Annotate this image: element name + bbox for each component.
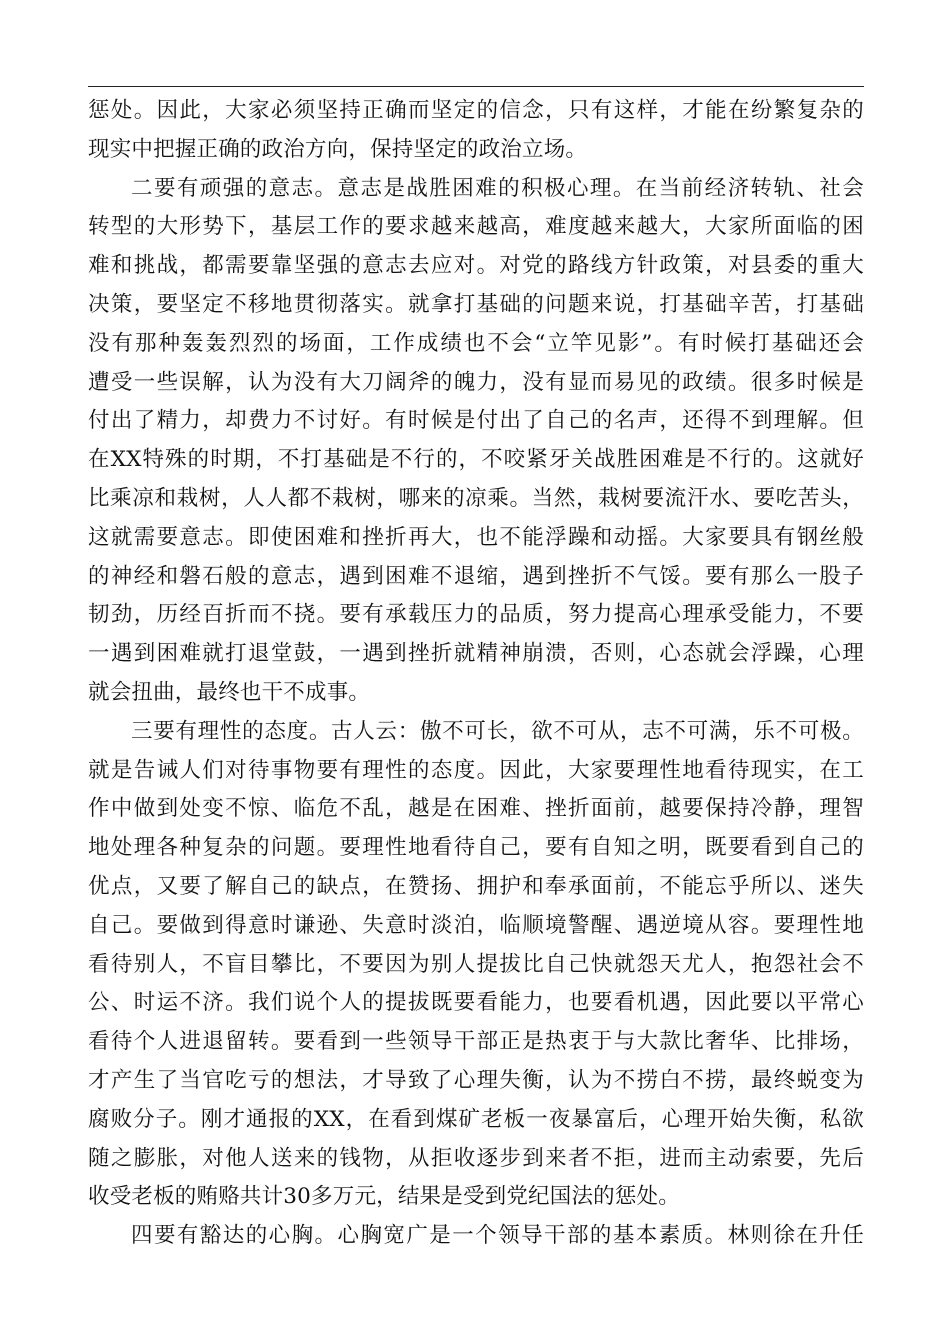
text-line: 看待别人，不盲目攀比，不要因为别人提拔比自己快就怨天尤人，抱怨社会不 bbox=[88, 951, 864, 977]
body-text bbox=[88, 92, 864, 1256]
paragraph-first-line: 四要有豁达的心胸。心胸宽广是一个领导干部的基本素质。林则徐在升任 bbox=[131, 1223, 864, 1249]
header-rule bbox=[88, 86, 864, 87]
text-line: 惩处。因此，大家必须坚持正确而坚定的信念，只有这样，才能在纷繁复杂的 bbox=[88, 98, 864, 123]
text-line: 就会扭曲，最终也干不成事。 bbox=[88, 679, 371, 705]
text-line: 转型的大形势下，基层工作的要求越来越高，难度越来越大，大家所面临的困 bbox=[88, 214, 864, 240]
text-line: 地处理各种复杂的问题。要理性地看待自己，要有自知之明，既要看到自己的 bbox=[88, 835, 864, 861]
text-line: 一遇到困难就打退堂鼓，一遇到挫折就精神崩溃，否则，心态就会浮躁，心理 bbox=[88, 641, 864, 667]
text-line: 看待个人进退留转。要看到一些领导干部正是热衷于与大款比奢华、比排场， bbox=[88, 1029, 864, 1055]
text-line: 就是告诫人们对待事物要有理性的态度。因此，大家要理性地看待现实，在工 bbox=[88, 757, 864, 783]
text-line: 才产生了当官吃亏的想法，才导致了心理失衡，认为不捞白不捞，最终蜕变为 bbox=[88, 1067, 864, 1093]
text-line: 这就需要意志。即使困难和挫折再大，也不能浮躁和动摇。大家要具有钢丝般 bbox=[88, 524, 864, 550]
text-line: 随之膨胀，对他人送来的钱物，从拒收逐步到来者不拒，进而主动索要，先后 bbox=[88, 1145, 864, 1171]
text-line: 优点，又要了解自己的缺点，在赞扬、拥护和奉承面前，不能忘乎所以、迷失 bbox=[88, 873, 864, 899]
text-line: 韧劲，历经百折而不挠。要有承载压力的品质，努力提高心理承受能力，不要 bbox=[88, 602, 864, 628]
text-line: 付出了精力，却费力不讨好。有时候是付出了自己的名声，还得不到理解。但 bbox=[88, 408, 864, 434]
text-line: 决策，要坚定不移地贯彻落实。就拿打基础的问题来说，打基础辛苦，打基础 bbox=[88, 291, 864, 317]
text-line: 公、时运不济。我们说个人的提拔既要看能力，也要看机遇，因此要以平常心 bbox=[88, 990, 864, 1016]
text-line: 比乘凉和栽树，人人都不栽树，哪来的凉乘。当然，栽树要流汗水、要吃苦头， bbox=[88, 485, 864, 511]
text-line: 难和挑战，都需要靠坚强的意志去应对。对党的路线方针政策，对县委的重大 bbox=[88, 253, 864, 279]
text-line: 没有那种轰轰烈烈的场面，工作成绩也不会“立竿见影”。有时候打基础还会 bbox=[88, 330, 864, 356]
text-line: 在XX特殊的时期，不打基础是不行的，不咬紧牙关战胜困难是不行的。这就好 bbox=[88, 447, 864, 473]
text-line: 收受老板的贿赂共计30多万元，结果是受到党纪国法的惩处。 bbox=[88, 1184, 680, 1210]
text-line: 自己。要做到得意时谦逊、失意时淡泊，临顺境警醒、遇逆境从容。要理性地 bbox=[88, 912, 864, 938]
text-line: 遭受一些误解，认为没有大刀阔斧的魄力，没有显而易见的政绩。很多时候是 bbox=[88, 369, 864, 395]
text-line: 腐败分子。刚才通报的XX，在看到煤矿老板一夜暴富后，心理开始失衡，私欲 bbox=[88, 1106, 864, 1132]
text-line: 的神经和磐石般的意志，遇到困难不退缩，遇到挫折不气馁。要有那么一股子 bbox=[88, 563, 864, 589]
text-line: 现实中把握正确的政治方向，保持坚定的政治立场。 bbox=[88, 136, 588, 162]
paragraph-first-line: 二要有顽强的意志。意志是战胜困难的积极心理。在当前经济转轨、社会 bbox=[131, 175, 864, 201]
paragraph-first-line: 三要有理性的态度。古人云：傲不可长，欲不可从，志不可满，乐不可极。 bbox=[131, 718, 864, 744]
text-line: 作中做到处变不惊、临危不乱，越是在困难、挫折面前，越要保持冷静，理智 bbox=[88, 796, 864, 822]
